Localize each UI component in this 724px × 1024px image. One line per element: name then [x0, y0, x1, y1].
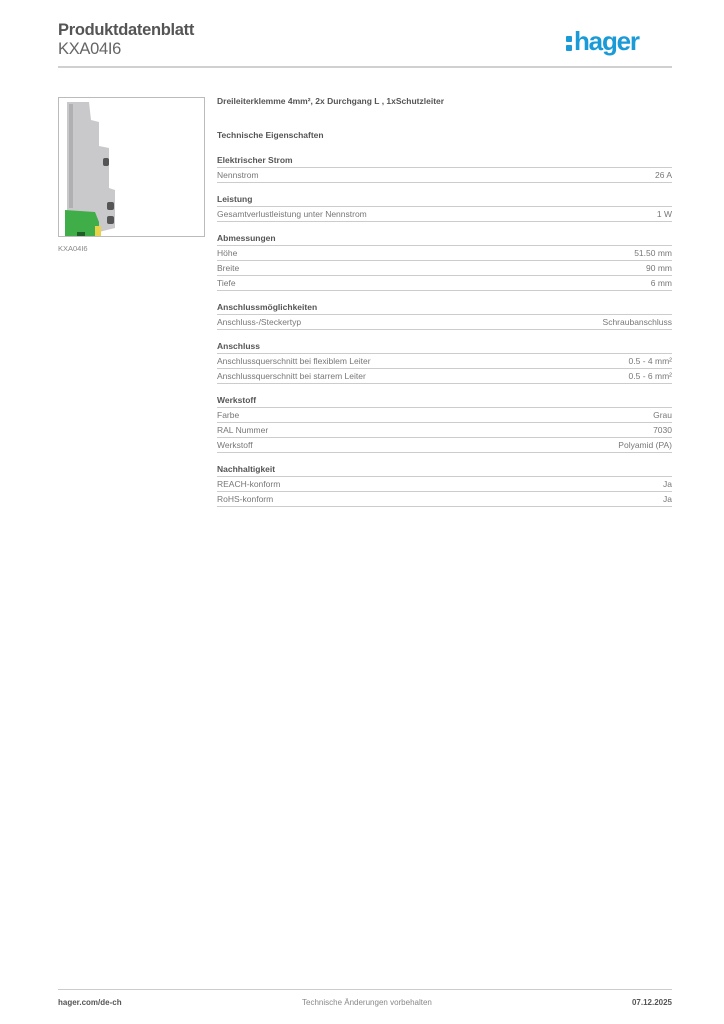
spec-value: 26 A	[654, 170, 672, 180]
spec-row	[217, 423, 672, 438]
footer-divider	[58, 989, 672, 990]
terminal-block-icon	[59, 98, 204, 236]
spec-label: Tiefe	[217, 278, 236, 288]
spec-value: Polyamid (PA)	[618, 440, 672, 450]
logo-text: hager	[574, 26, 639, 56]
spec-row	[217, 408, 672, 423]
spec-group-title: Abmessungen	[217, 232, 672, 246]
spec-row	[217, 246, 672, 261]
spec-group-title: Elektrischer Strom	[217, 154, 672, 168]
spec-group	[217, 154, 672, 183]
spec-value: 6 mm	[650, 278, 672, 288]
spec-group-title: Nachhaltigkeit	[217, 463, 672, 477]
spec-group-title: Anschlussmöglichkeiten	[217, 301, 672, 315]
product-description: Dreileiterklemme 4mm², 2x Durchgang L , 1xSchutzleiter	[217, 96, 445, 106]
page-title: Produktdatenblatt	[58, 21, 195, 39]
product-code: KXA04I6	[58, 40, 122, 58]
spec-label: RAL Nummer	[217, 425, 269, 435]
spec-group-title: Werkstoff	[217, 394, 672, 408]
spec-row	[217, 438, 672, 453]
product-image	[58, 97, 205, 237]
spec-value: 0.5 - 4 mm²	[628, 356, 672, 366]
spec-label: Farbe	[217, 410, 240, 420]
spec-label: Nennstrom	[217, 170, 259, 180]
spec-row	[217, 354, 672, 369]
spec-group	[217, 463, 672, 507]
footer-date: 07.12.2025	[631, 998, 672, 1007]
spec-value: Ja	[663, 479, 672, 489]
spec-row	[217, 261, 672, 276]
spec-value: 51.50 mm	[634, 248, 672, 258]
spec-value: 0.5 - 6 mm²	[628, 371, 672, 381]
footer-note: Technische Änderungen vorbehalten	[302, 998, 432, 1007]
header-divider	[58, 66, 672, 68]
spec-label: Anschluss-/Steckertyp	[217, 317, 302, 327]
spec-group	[217, 301, 672, 330]
spec-group-title: Anschluss	[217, 340, 672, 354]
spec-label: Breite	[217, 263, 240, 273]
spec-label: Höhe	[217, 248, 238, 258]
spec-label: RoHS-konform	[217, 494, 274, 504]
footer-website-link[interactable]: hager.com/de-ch	[58, 998, 122, 1007]
spec-label: Anschlussquerschnitt bei flexiblem Leiter	[217, 356, 371, 366]
spec-groups	[217, 154, 672, 507]
spec-value: 1 W	[656, 209, 672, 219]
spec-label: Gesamtverlustleistung unter Nennstrom	[217, 209, 367, 219]
spec-value: Grau	[653, 410, 672, 420]
specs	[217, 96, 672, 507]
section-title: Technische Eigenschaften	[217, 130, 324, 140]
spec-value: Schraubanschluss	[602, 317, 672, 327]
spec-label: Anschlussquerschnitt bei starrem Leiter	[217, 371, 366, 381]
spec-label: REACH-konform	[217, 479, 281, 489]
spec-value: Ja	[663, 494, 672, 504]
spec-label: Werkstoff	[217, 440, 253, 450]
spec-row	[217, 477, 672, 492]
image-caption: KXA04I6	[58, 244, 88, 253]
hager-logo	[566, 26, 639, 56]
spec-value: 90 mm	[646, 263, 672, 273]
spec-group	[217, 232, 672, 291]
spec-row	[217, 369, 672, 384]
spec-row	[217, 492, 672, 507]
spec-row	[217, 168, 672, 183]
spec-value: 7030	[653, 425, 672, 435]
spec-row	[217, 276, 672, 291]
spec-row	[217, 207, 672, 222]
spec-row	[217, 315, 672, 330]
spec-group	[217, 394, 672, 453]
spec-group	[217, 340, 672, 384]
logo-dots-icon	[566, 33, 572, 51]
spec-group	[217, 193, 672, 222]
spec-group-title: Leistung	[217, 193, 672, 207]
